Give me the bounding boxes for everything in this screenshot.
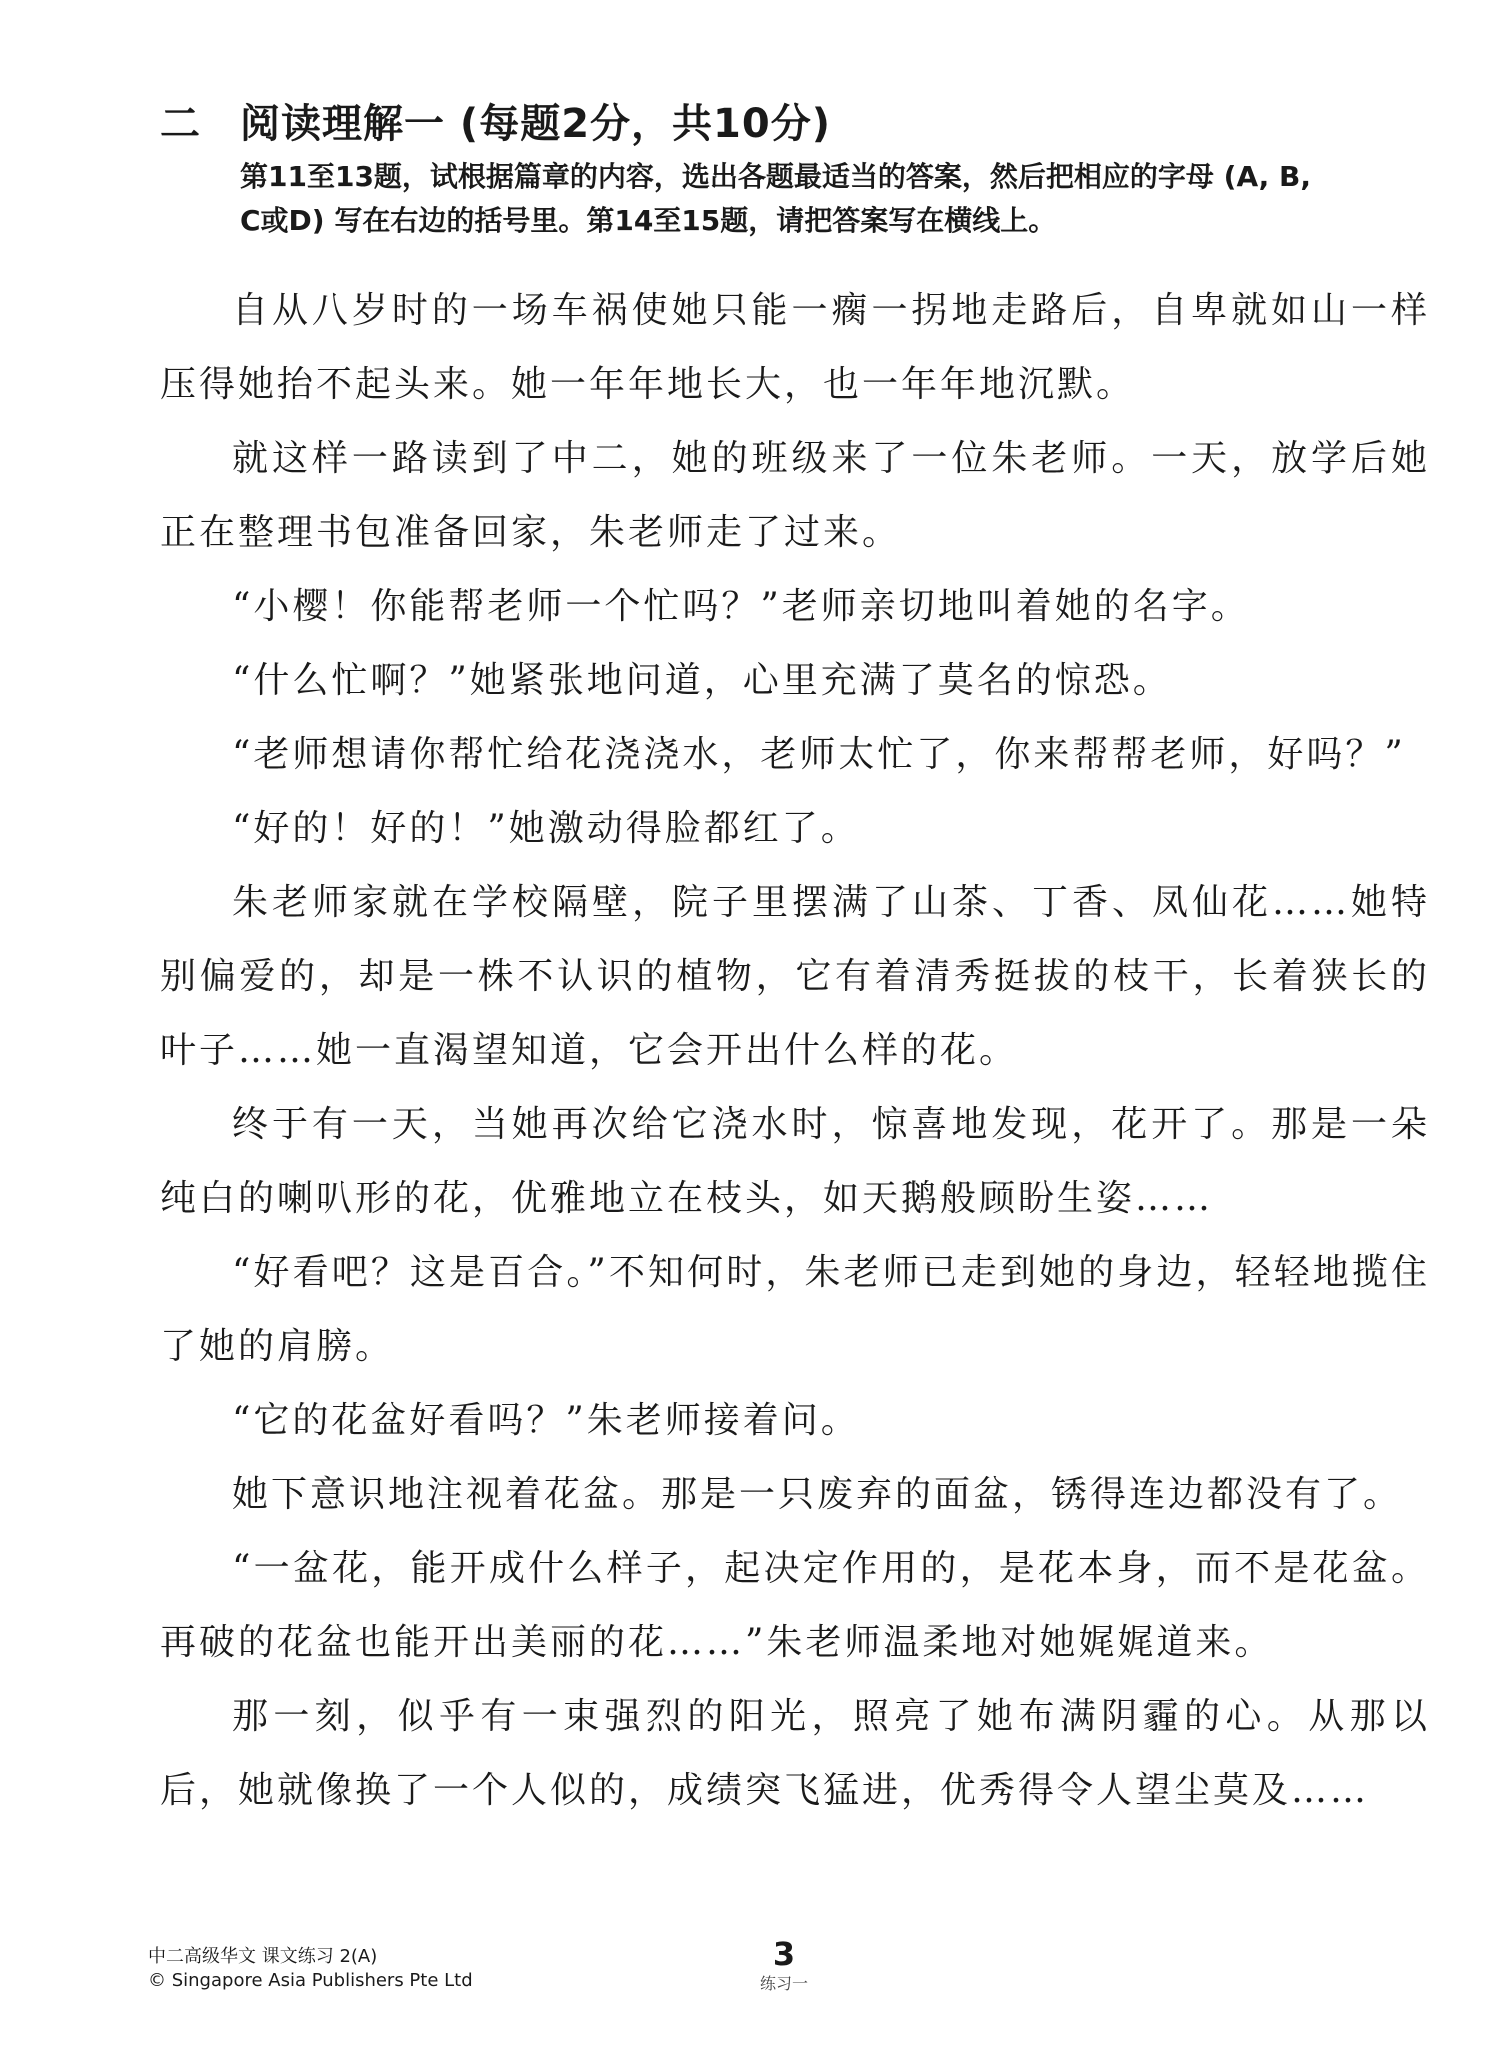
- section-title: 阅读理解一 (每题2分，共10分): [240, 101, 831, 147]
- footer-book-title: 中二高级华文 课文练习 2(A): [148, 1946, 378, 1967]
- passage-paragraph: 就这样一路读到了中二，她的班级来了一位朱老师。一天，放学后她正在整理书包准备回家，朱老师走了过来。: [160, 438, 1430, 553]
- passage-paragraph: “它的花盆好看吗？”朱老师接着问。: [232, 1400, 860, 1441]
- page-label: 练习一: [759, 1974, 808, 1993]
- passage-paragraph: “老师想请你帮忙给花浇浇水，老师太忙了，你来帮帮老师，好吗？”: [232, 734, 1406, 775]
- page-number: 3: [772, 1935, 796, 1973]
- passage-paragraph: 自从八岁时的一场车祸使她只能一瘸一拐地走路后，自卑就如山一样压得她抬不起头来。她一年年地长大，也一年年地沉默。: [160, 290, 1430, 405]
- instructions: [240, 155, 1430, 243]
- footer-page-info: [744, 1935, 824, 1995]
- section-number: 二: [160, 101, 201, 147]
- passage-paragraph: 她下意识地注视着花盆。那是一只废弃的面盆，锈得连边都没有了。: [232, 1474, 1403, 1515]
- instruction-line-2: C或D) 写在右边的括号里。第14至15题，请把答案写在横线上。: [240, 204, 1057, 237]
- passage-paragraph: “好的！好的！”她激动得脸都红了。: [232, 808, 860, 849]
- reading-passage: [160, 274, 1430, 1828]
- passage-paragraph: “小樱！你能帮老师一个忙吗？”老师亲切地叫着她的名字。: [232, 586, 1250, 627]
- passage-paragraph: “好看吧？这是百合。”不知何时，朱老师已走到她的身边，轻轻地揽住了她的肩膀。: [160, 1252, 1430, 1367]
- footer-publisher-info: [148, 1945, 473, 1993]
- footer-copyright: © Singapore Asia Publishers Pte Ltd: [148, 1970, 473, 1991]
- passage-paragraph: 那一刻，似乎有一束强烈的阳光，照亮了她布满阴霾的心。从那以后，她就像换了一个人似的，成绩突飞猛进，优秀得令人望尘莫及……: [160, 1696, 1430, 1811]
- passage-paragraph: “什么忙啊？”她紧张地问道，心里充满了莫名的惊恐。: [232, 660, 1172, 701]
- section-header: [160, 92, 831, 149]
- passage-paragraph: 朱老师家就在学校隔壁，院子里摆满了山茶、丁香、凤仙花……她特别偏爱的，却是一株不认识的植物，它有着清秀挺拔的枝干，长着狭长的叶子……她一直渴望知道，它会开出什么样的花。: [160, 882, 1430, 1071]
- passage-paragraph: 终于有一天，当她再次给它浇水时，惊喜地发现，花开了。那是一朵纯白的喇叭形的花，优雅地立在枝头，如天鹅般顾盼生姿……: [160, 1104, 1430, 1219]
- passage-paragraph: “一盆花，能开成什么样子，起决定作用的，是花本身，而不是花盆。再破的花盆也能开出美丽的花……”朱老师温柔地对她娓娓道来。: [160, 1548, 1430, 1663]
- instruction-line-1: 第11至13题，试根据篇章的内容，选出各题最适当的答案，然后把相应的字母 (A, B,: [240, 160, 1312, 193]
